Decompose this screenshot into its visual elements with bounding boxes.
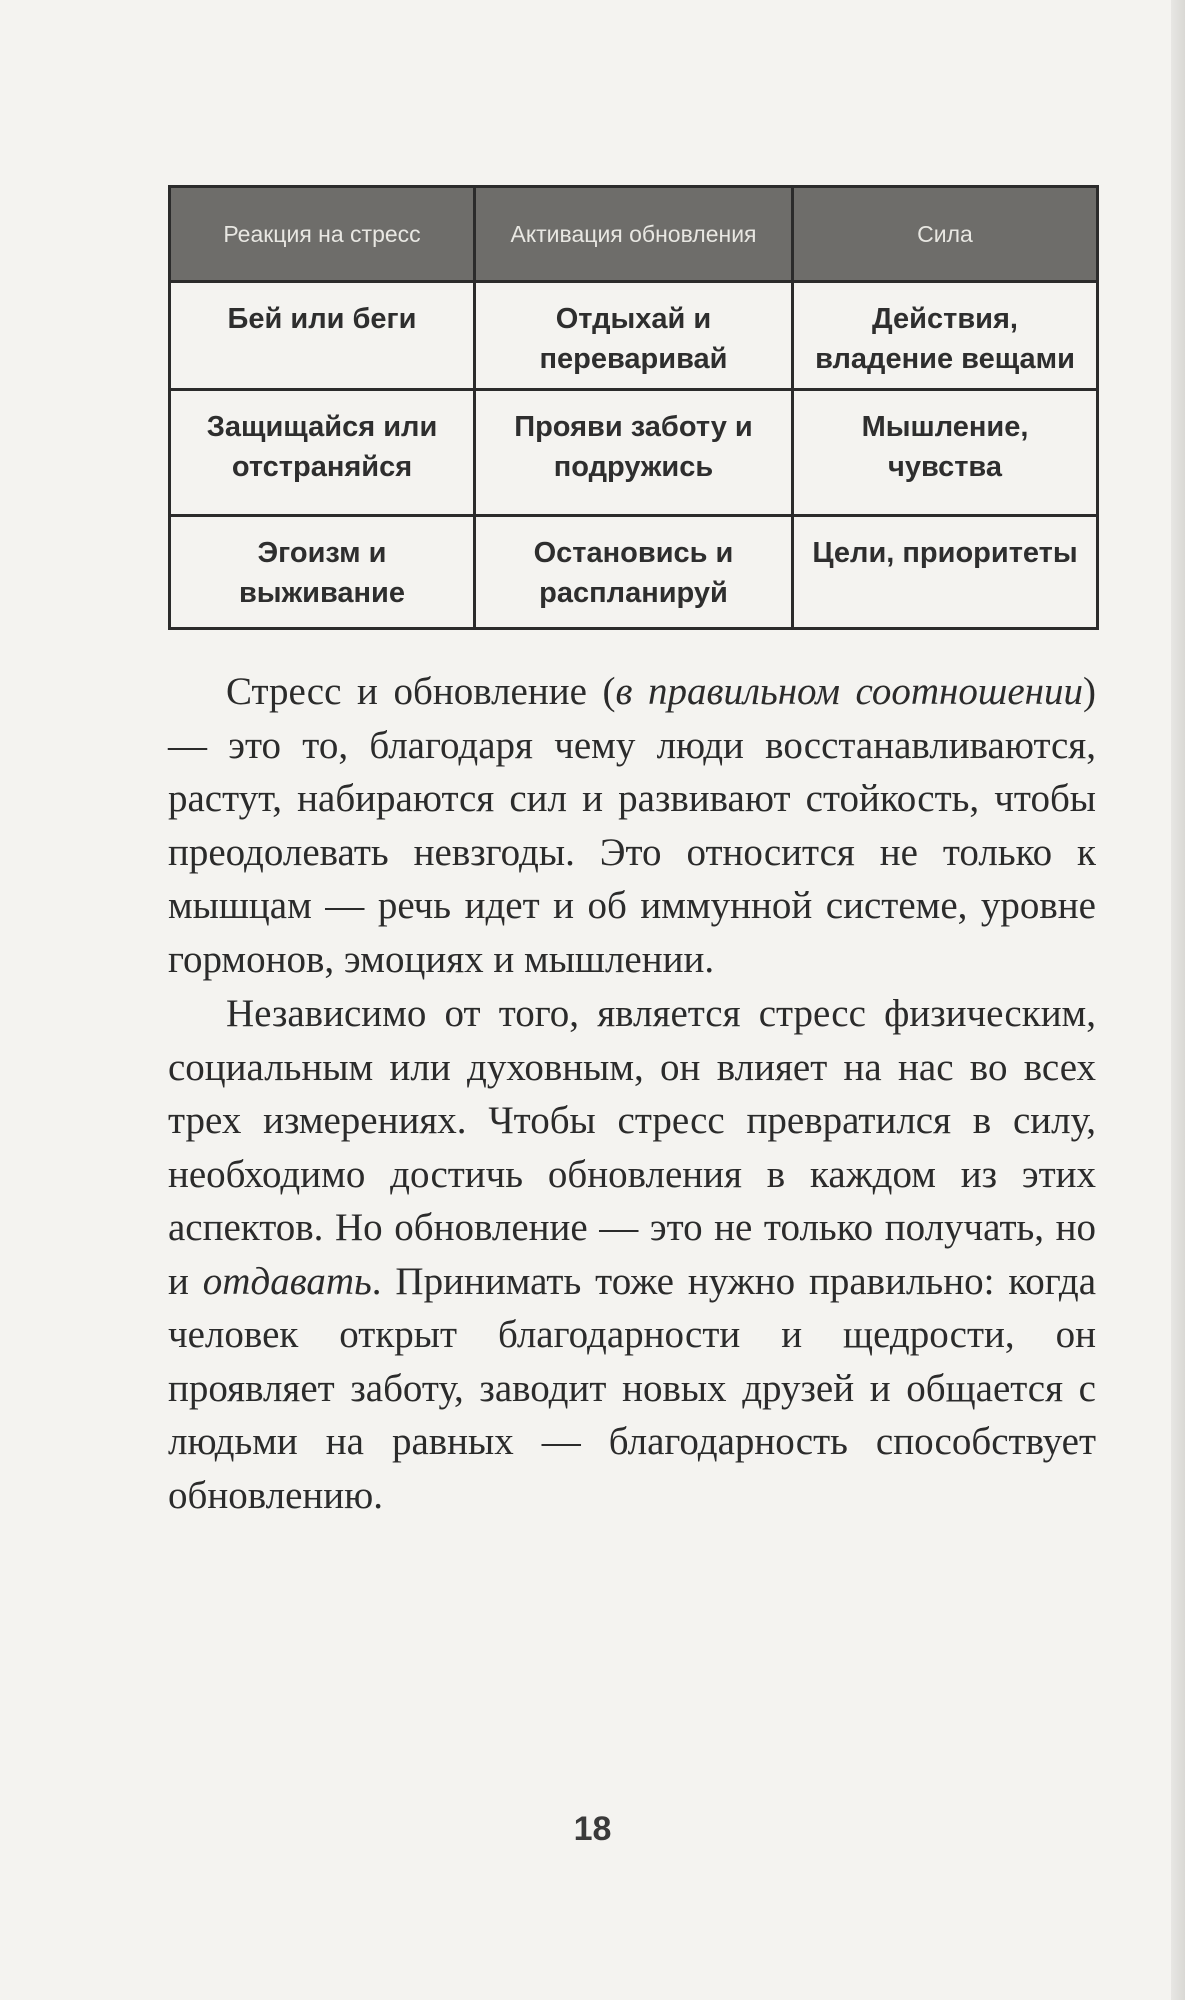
table-row	[170, 282, 1098, 390]
table-cell: Отдыхай и переваривай	[475, 282, 793, 390]
table-cell: Защищайся или отстраняйся	[170, 390, 475, 516]
table-row	[170, 390, 1098, 516]
table-cell: Эгоизм и выживание	[170, 516, 475, 629]
paragraph-text: Стресс и обновление (	[226, 670, 616, 713]
table-cell: Прояви заботу и подружись	[475, 390, 793, 516]
table-cell: Бей или беги	[170, 282, 475, 390]
paragraph-text: ) — это то, благодаря чему люди восстанавливаются, растут, набираются сил и развивают стойкость, чтобы преодолевать невзгоды. Это относится не только к мышцам — речь идет и об иммунной системе, уровне гормонов, эмоциях и мышлении.	[168, 670, 1096, 981]
table-row	[170, 516, 1098, 629]
table-header-cell	[793, 187, 1098, 282]
table-header-cell	[170, 187, 475, 282]
table-cell: Мышление, чувства	[793, 390, 1098, 516]
paragraph-text: . Принимать тоже нужно правильно: когда человек открыт благодарности и щедрости, он проявляет заботу, заводит новых друзей и общается с людьми на равных — благодарность способствует обновлению.	[168, 1259, 1097, 1517]
paragraph-text: Независимо от того, является стресс физическим, социальным или духовным, он влияет на нас во всех трех измерениях. Чтобы стресс превратился в силу, необходимо достичь обновления в каждом из этих аспектов. Но обновление — это не только получать, но и	[168, 992, 1096, 1303]
italic-phrase: в правильном соотношении	[615, 670, 1083, 713]
page-number: 18	[573, 1810, 612, 1848]
header-renewal-activation: Активация обновления	[510, 220, 757, 247]
table-cell: Действия, владение вещами	[793, 282, 1098, 390]
header-stress-reaction: Реакция на стресс	[223, 220, 421, 247]
table	[168, 185, 1099, 630]
stress-table	[168, 185, 1096, 630]
paragraph	[168, 987, 1096, 1522]
paragraph	[168, 665, 1096, 986]
body-text	[168, 665, 1096, 1522]
table-header-cell	[475, 187, 793, 282]
italic-phrase: отдавать	[202, 1259, 372, 1303]
table-cell: Цели, приоритеты	[793, 516, 1098, 629]
table-header-row	[170, 187, 1098, 282]
header-strength: Сила	[917, 220, 973, 247]
page-edge	[1171, 0, 1185, 2000]
table-cell: Остановись и распланируй	[475, 516, 793, 629]
